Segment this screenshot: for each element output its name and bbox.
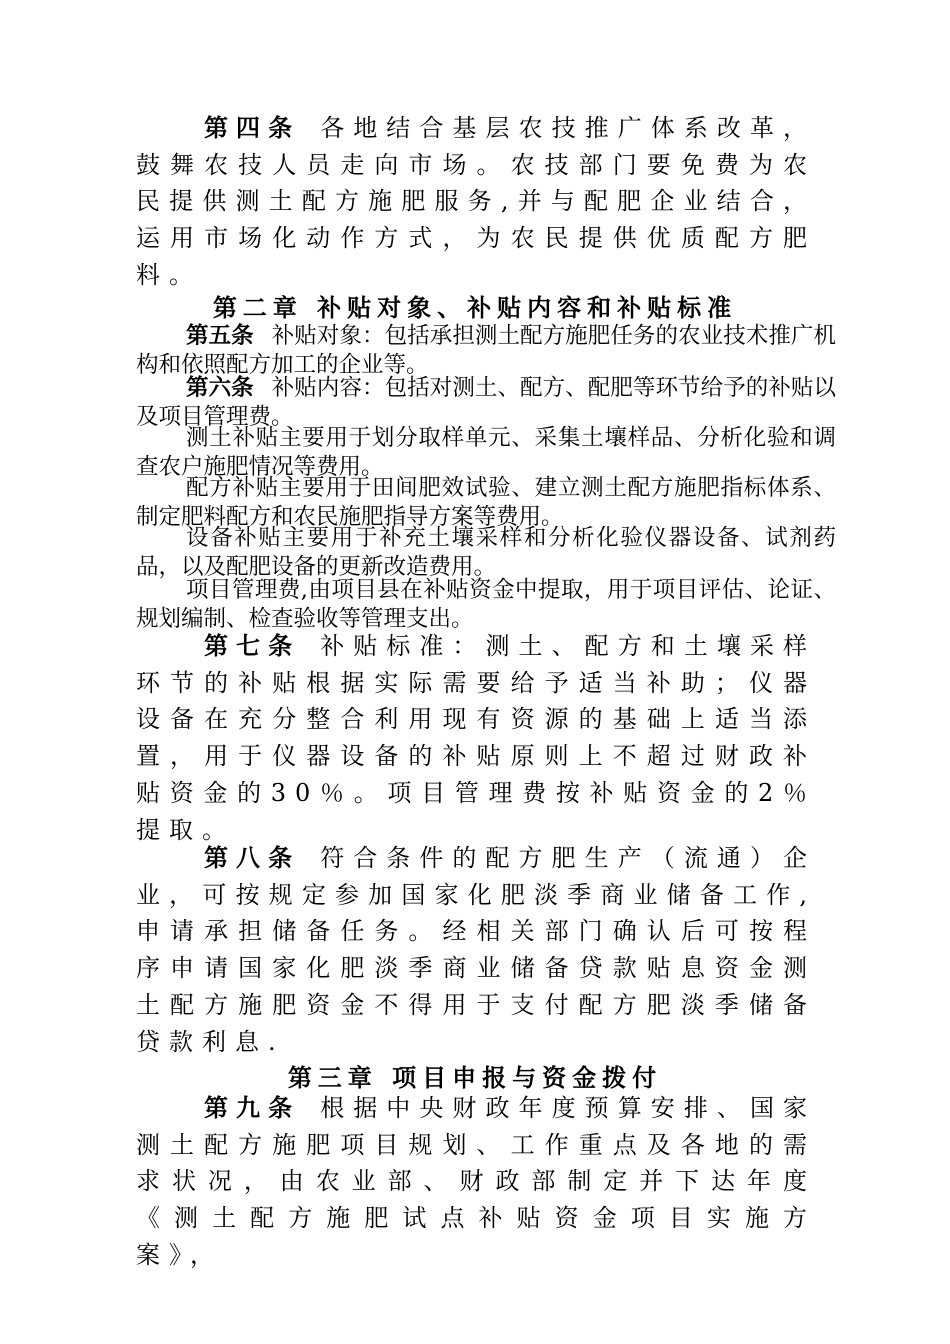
equipment-subsidy-paragraph: 设备补贴主要用于补充土壤采样和分析化验仪器设备、试剂药品，以及配肥设备的更新改造费用。 [136, 525, 836, 580]
article-5-text: 补贴对象：包括承担测土配方施肥任务的农业技术推广机构和依照配方加工的企业等。 [136, 323, 836, 378]
article-9-text: 根据中央财政年度预算安排、国家测土配方施肥项目规划、工作重点及各地的需求状况，由农业部、财政部制定并下达年度《测土配方施肥试点补贴资金项目实施方案》， [136, 1094, 817, 1269]
article-6-label: 第六条 [186, 375, 254, 401]
article-7-label: 第七条 [204, 631, 301, 660]
management-fee-paragraph: 项目管理费,由项目县在补贴资金中提取，用于项目评估、论证、规划编制、检查验收等管理支出。 [136, 577, 836, 632]
article-8-text: 符合条件的配方肥生产（流通）企业，可按规定参加国家化肥淡季商业储备工作,申请承担储备任务。经相关部门确认后可按程序申请国家化肥淡季商业储备贷款贴息资金测土配方施肥资金不得用于支付配方肥淡季储备贷款利息. [136, 844, 817, 1056]
article-4-label: 第四条 [204, 113, 301, 142]
chapter-2-title: 第二章 补贴对象、补贴内容和补贴标准 [212, 294, 738, 322]
article-7-text: 补贴标准：测土、配方和土壤采样环节的补贴根据实际需要给予适当补助；仪器设备在充分整合利用现有资源的基础上适当添置，用于仪器设备的补贴原则上不超过财政补贴资金的30％。项目管理费按补贴资金的2％提取。 [136, 632, 817, 844]
article-5-label: 第五条 [186, 323, 254, 349]
article-6 [136, 374, 836, 432]
article-5 [136, 322, 836, 380]
article-4 [136, 110, 816, 294]
article-6-text: 补贴内容：包括对测土、配方、配肥等环节给予的补贴以及项目管理费。 [136, 375, 836, 430]
article-8 [136, 840, 816, 1060]
article-8-label: 第八条 [204, 843, 301, 872]
chapter-3-title: 第三章 项目申报与资金拨付 [287, 1064, 663, 1092]
article-7 [136, 628, 816, 848]
article-9 [136, 1090, 816, 1274]
soil-subsidy-paragraph: 测土补贴主要用于划分取样单元、采集土壤样品、分析化验和调查农户施肥情况等费用。 [136, 425, 836, 480]
formula-subsidy-paragraph: 配方补贴主要用于田间肥效试验、建立测土配方施肥指标体系、制定肥料配方和农民施肥指导方案等费用。 [136, 475, 836, 530]
article-4-text: 各地结合基层农技推广体系改革，鼓舞农技人员走向市场。农技部门要免费为农民提供测土配方施肥服务,并与配肥企业结合，运用市场化动作方式，为农民提供优质配方肥料。 [136, 114, 817, 289]
article-9-label: 第九条 [204, 1093, 301, 1122]
